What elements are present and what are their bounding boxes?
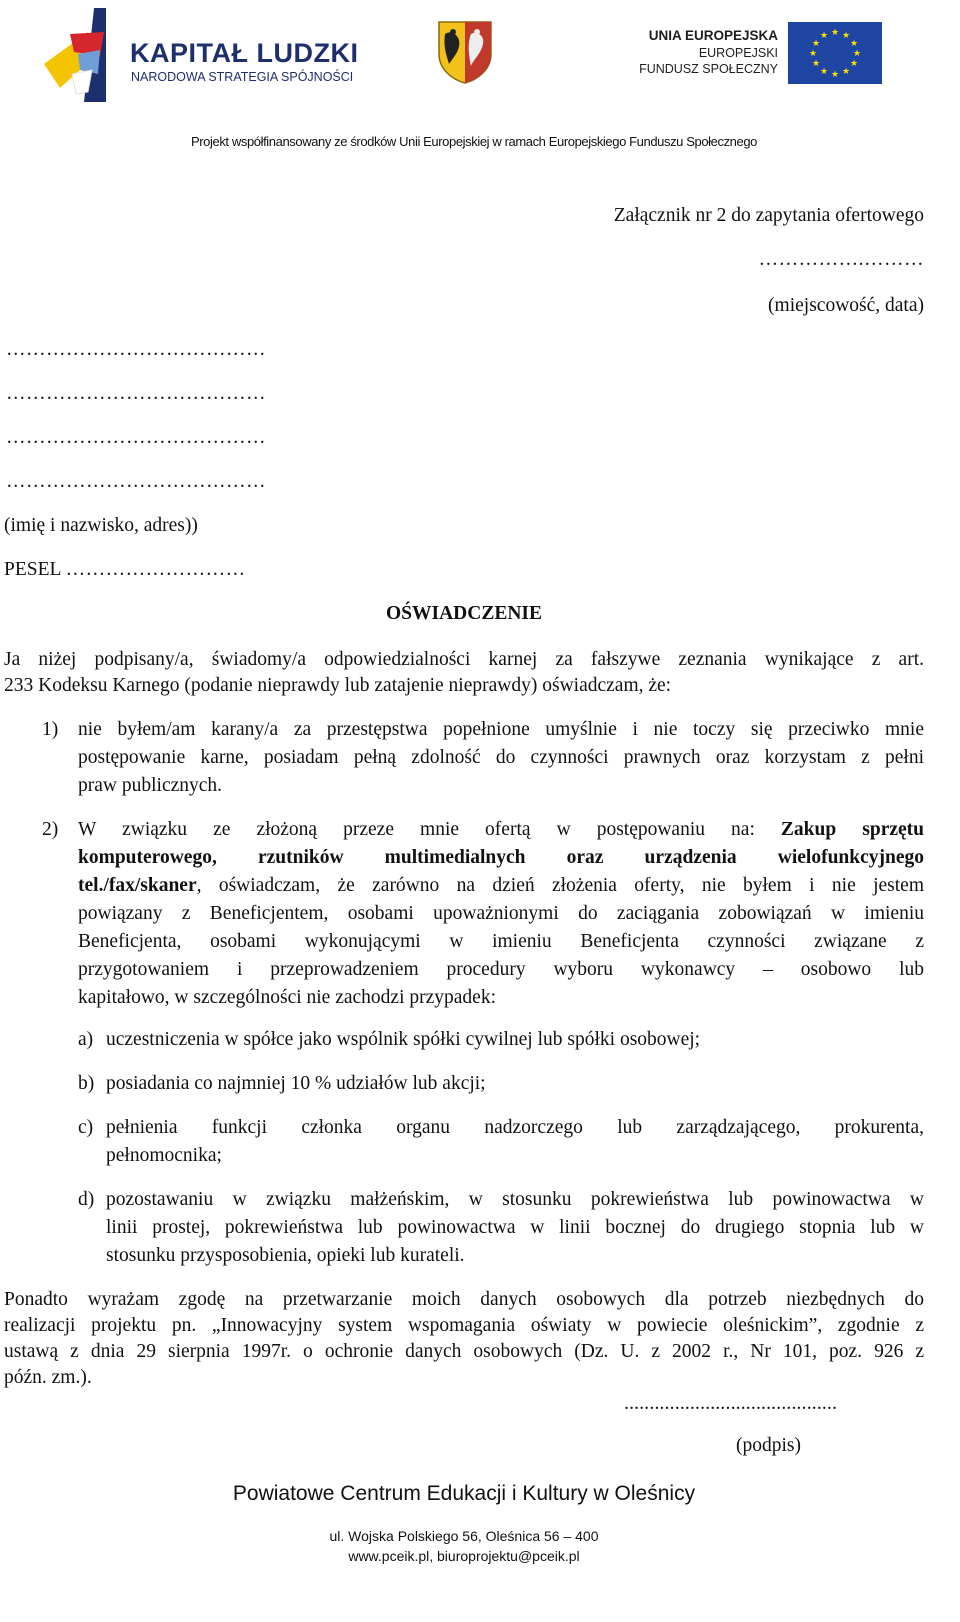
address-line-3: …………………………………: [6, 427, 266, 448]
footer-organization: Powiatowe Centrum Edukacji i Kultury w Oleśnicy: [232, 1482, 696, 1505]
sub-item-a-line-1: uczestniczenia w spółce jako wspólnik spółki cywilnej lub spółki osobowej;: [106, 1029, 701, 1050]
signature-label: (podpis): [736, 1435, 801, 1456]
sub-item-d-letter: d): [78, 1189, 95, 1210]
item-1-line-3: praw publicznych.: [78, 775, 223, 796]
svg-text:★: ★: [819, 31, 829, 41]
sub-item-d-line-2: linii prostej, pokrewieństwa lub powinowactwa w linii bocznej do drugiego stopnia lub w: [106, 1217, 924, 1238]
eu-logo-fund-line2: FUNDUSZ SPOŁECZNY: [639, 62, 778, 76]
item-2-line-4: powiązany z Beneficjentem, osobami upoważnionymi do zaciągania zobowiązań w imieniu: [78, 903, 924, 924]
intro-line-2: 233 Kodeksu Karnego (podanie nieprawdy lub zatajenie nieprawdy) oświadczam, że:: [4, 675, 672, 696]
kl-logo-subtitle: NARODOWA STRATEGIA SPÓJNOŚCI: [131, 70, 354, 84]
pesel-row: [4, 556, 246, 584]
item-1-line-2: postępowanie karne, posiadam pełną zdolność do czynności prawnych oraz korzystam z pełni: [78, 747, 924, 768]
address-line-4: …………………………………: [6, 471, 266, 492]
kapital-ludzki-logo: [42, 4, 372, 106]
svg-text:★: ★: [849, 59, 859, 69]
kapital-ludzki-icon: [42, 4, 134, 106]
svg-text:★: ★: [811, 39, 821, 49]
item-2-line-3-text: , oświadczam, że zarówno na dzień złożenia oferty, nie byłem i nie jestem: [196, 875, 924, 896]
item-2-line-6: przygotowaniem i przeprowadzeniem procedury wyboru wykonawcy – osobowo lub: [78, 959, 924, 980]
item-1-line-1: nie byłem/am karany/a za przestępstwa popełnione umyślnie i nie toczy się przeciwko mnie: [78, 719, 924, 740]
address-line-1: …………………………………: [6, 339, 266, 360]
svg-text:★: ★: [849, 39, 859, 49]
sub-item-c-line-2: pełnomocnika;: [106, 1145, 222, 1166]
pesel-dots: ………………………: [65, 559, 246, 580]
consent-line-3: ustawą z dnia 29 sierpnia 1997r. o ochronie danych osobowych (Dz. U. z 2002 r., Nr 101, poz. 926 z: [4, 1341, 924, 1362]
consent-line-1: Ponadto wyrażam zgodę na przetwarzanie moich danych osobowych dla potrzeb niezbędnych do: [4, 1289, 924, 1310]
item-2-subject-bold-1: Zakup sprzętu: [780, 819, 924, 840]
sub-item-d-line-3: stosunku przysposobienia, opieki lub kurateli.: [106, 1245, 465, 1266]
svg-text:★: ★: [811, 59, 821, 69]
place-date-label: (miejscowość, data): [768, 295, 924, 316]
eu-flag-icon: [788, 22, 882, 84]
coat-of-arms-icon: [437, 20, 493, 84]
footer-address: ul. Wojska Polskiego 56, Oleśnica 56 – 400: [329, 1528, 599, 1544]
eu-logo: [640, 20, 882, 86]
sub-item-b-letter: b): [78, 1073, 95, 1094]
address-line-2: …………………………………: [6, 383, 266, 404]
sub-item-a-letter: a): [78, 1029, 94, 1050]
sub-item-b-line-1: posiadania co najmniej 10 % udziałów lub akcji;: [106, 1073, 486, 1094]
attachment-label: Załącznik nr 2 do zapytania ofertowego: [613, 205, 924, 226]
kl-logo-title: KAPITAŁ LUDZKI: [130, 38, 359, 68]
item-2-subject-bold-3: tel./fax/skaner: [78, 875, 197, 896]
svg-text:★: ★: [830, 28, 840, 38]
sub-item-d-line-1: pozostawaniu w związku małżeńskim, w stosunku pokrewieństwa lub powinowactwa w: [106, 1189, 924, 1210]
svg-text:★: ★: [852, 49, 862, 59]
signature-dots: ..........................................: [624, 1393, 838, 1414]
eu-logo-fund-line1: EUROPEJSKI: [698, 46, 778, 60]
svg-text:★: ★: [819, 67, 829, 77]
document-title: OŚWIADCZENIE: [385, 603, 543, 624]
item-2-line-7: kapitałowo, w szczególności nie zachodzi przypadek:: [78, 987, 497, 1008]
item-2-line-5: Beneficjenta, osobami wykonującymi w imieniu Beneficjenta czynności związane z: [78, 931, 924, 952]
svg-text:★: ★: [808, 49, 818, 59]
intro-line-1: Ja niżej podpisany/a, świadomy/a odpowiedzialności karnej za fałszywe zeznania wynikające z art.: [4, 649, 924, 670]
eu-logo-title: UNIA EUROPEJSKA: [648, 28, 778, 43]
svg-text:★: ★: [841, 67, 851, 77]
cofinanced-note: Projekt współfinansowany ze środków Unii Europejskiej w ramach Europejskiego Funduszu Społecznego: [190, 134, 757, 149]
consent-line-4: późn. zm.).: [4, 1367, 92, 1388]
address-label: (imię i nazwisko, adres)): [4, 515, 198, 536]
item-2-subject-bold-2: komputerowego, rzutników multimedialnych oraz urządzenia wielofunkcyjnego: [78, 847, 924, 868]
item-2-line-1: [78, 816, 924, 844]
item-1-number: 1): [42, 719, 59, 740]
footer-contact: www.pceik.pl, biuroprojektu@pceik.pl: [348, 1548, 580, 1564]
place-date-dots: …………….………: [758, 249, 924, 270]
svg-text:★: ★: [830, 70, 840, 80]
item-2-number: 2): [42, 819, 59, 840]
item-2-line-3: [78, 872, 924, 900]
sub-item-c-line-1: pełnienia funkcji członka organu nadzorczego lub zarządzającego, prokurenta,: [106, 1117, 924, 1138]
item-2-line-1-text: W związku ze złożoną przeze mnie ofertą w postępowaniu na:: [78, 819, 755, 840]
sub-item-c-letter: c): [78, 1117, 94, 1138]
consent-line-2: realizacji projektu pn. „Innowacyjny system wspomagania oświaty w powiecie oleśnickim”, zgodnie z: [4, 1315, 924, 1336]
pesel-label: PESEL: [4, 559, 61, 580]
svg-text:★: ★: [841, 31, 851, 41]
